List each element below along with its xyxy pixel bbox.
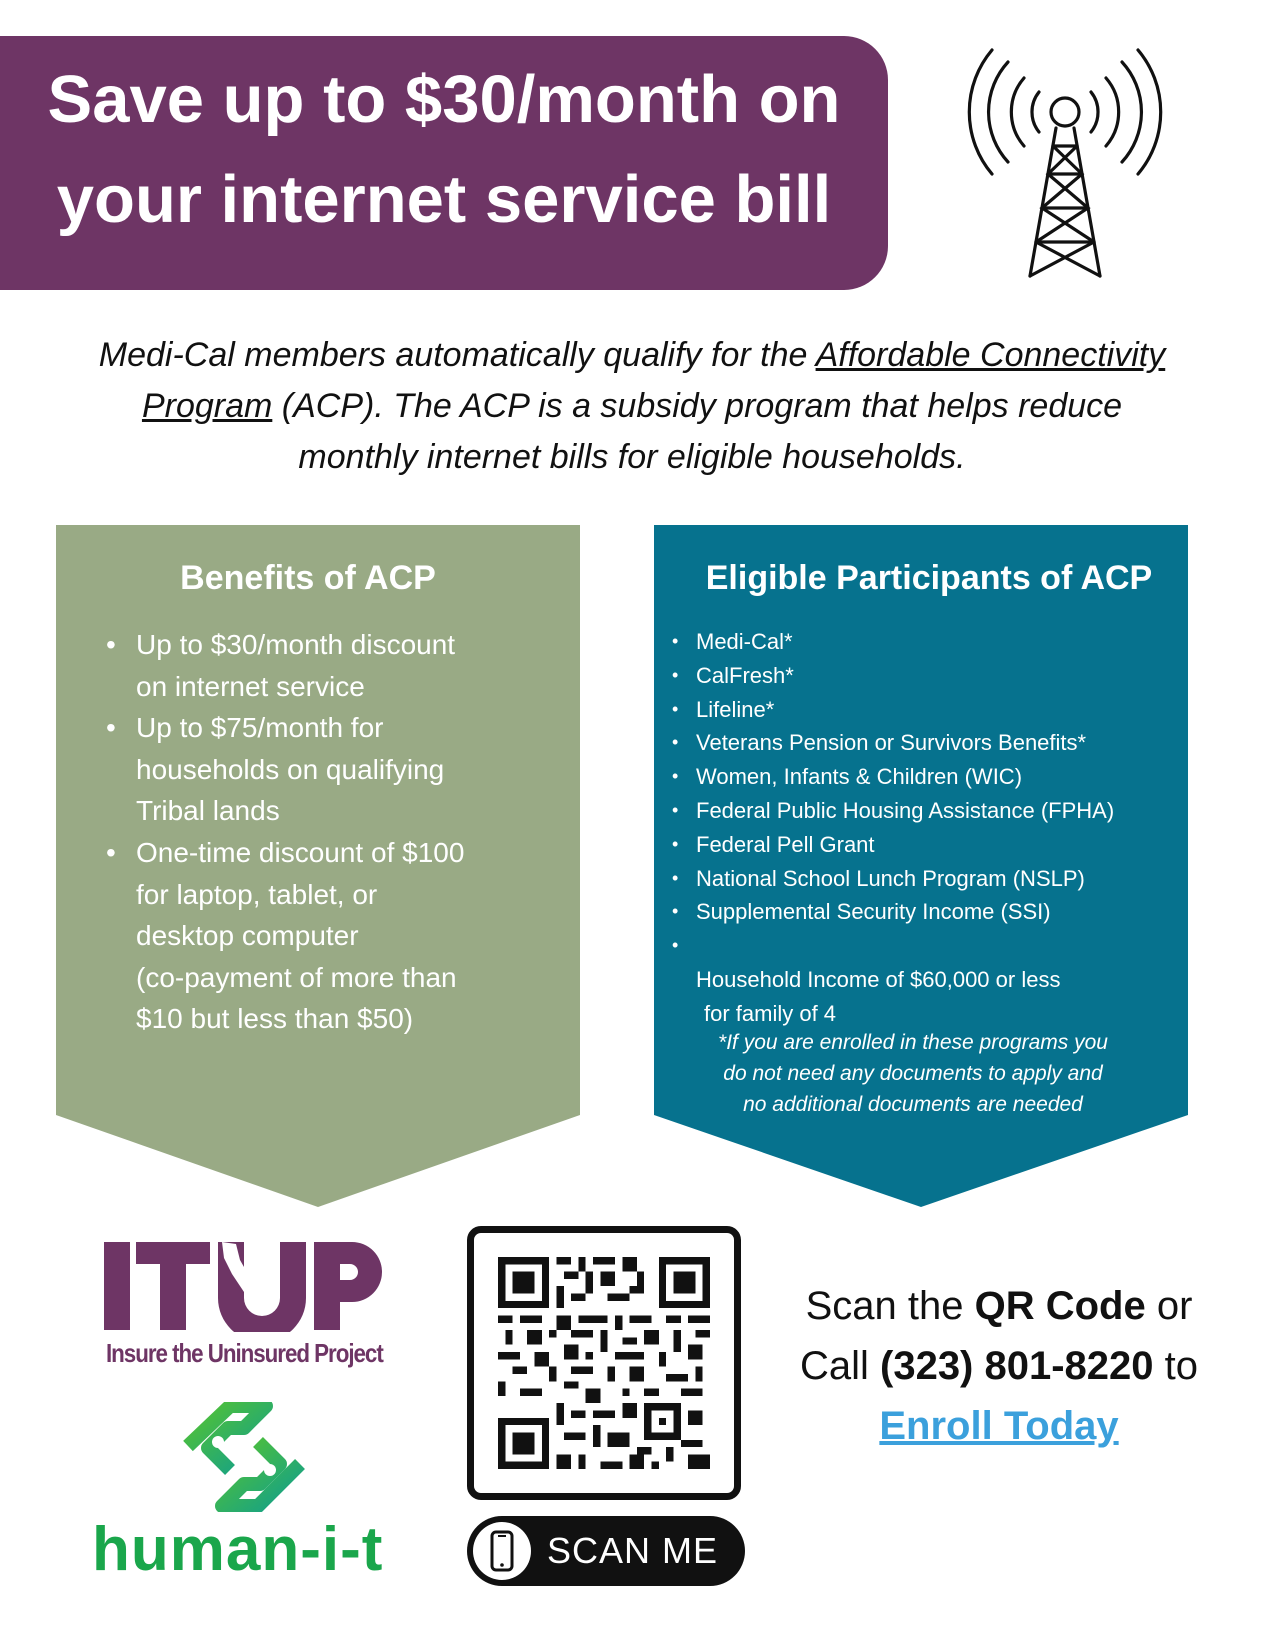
intro-text-3: monthly internet bills for eligible households. bbox=[298, 438, 966, 476]
benefits-panel bbox=[56, 525, 580, 1207]
eligible-item: • National School Lunch Program (NSLP) bbox=[696, 862, 1176, 896]
footnote-line-1: *If you are enrolled in these programs you bbox=[718, 1031, 1108, 1054]
eligible-item: • CalFresh* bbox=[696, 659, 1176, 693]
eligible-list bbox=[696, 625, 1176, 1064]
humanit-wordmark: human-i-t bbox=[92, 1515, 384, 1584]
scan-me-label: SCAN ME bbox=[547, 1530, 719, 1571]
cta-line2-pre: Call bbox=[799, 1344, 880, 1388]
benefit-item-2: • Up to $75/month for households on qualifying Tribal lands bbox=[136, 707, 536, 832]
header-title-line-1: Save up to $30/month on bbox=[47, 62, 841, 137]
eligible-item: • Federal Public Housing Assistance (FPHA) bbox=[696, 794, 1176, 828]
benefit-item-1: • Up to $30/month discount on internet service bbox=[136, 624, 536, 707]
radio-tower-icon bbox=[952, 44, 1178, 282]
eligible-item: • Veterans Pension or Survivors Benefits* bbox=[696, 726, 1176, 760]
eligible-item: • Medi-Cal* bbox=[696, 625, 1176, 659]
itup-logo bbox=[104, 1240, 388, 1378]
cta-line2-post: to bbox=[1153, 1344, 1199, 1388]
intro-paragraph bbox=[24, 330, 1240, 483]
qr-code[interactable] bbox=[498, 1257, 710, 1469]
eligible-item: • Lifeline* bbox=[696, 693, 1176, 727]
eligible-item: • Federal Pell Grant bbox=[696, 828, 1176, 862]
eligible-panel bbox=[654, 525, 1188, 1207]
intro-text-1: Medi-Cal members automatically qualify for the bbox=[98, 336, 816, 374]
eligible-footnote bbox=[684, 1027, 1142, 1120]
benefits-list bbox=[136, 624, 536, 1040]
intro-text-2: (ACP). The ACP is a subsidy program that helps reduce bbox=[272, 387, 1123, 425]
cta-line1-post: or bbox=[1145, 1284, 1193, 1328]
acp-link-part-2[interactable]: Program bbox=[141, 387, 273, 425]
acp-link-part-1[interactable]: Affordable Connectivity bbox=[815, 336, 1166, 374]
humanit-logo bbox=[92, 1402, 412, 1592]
income-line-2: for family of 4 bbox=[704, 1000, 837, 1026]
itup-tagline: Insure the Uninsured Project bbox=[106, 1338, 383, 1368]
benefits-title: Benefits of ACP bbox=[180, 559, 436, 597]
income-line-1: Household Income of $60,000 or less bbox=[696, 966, 1061, 992]
eligible-title: Eligible Participants of ACP bbox=[705, 559, 1153, 597]
eligible-item: • Women, Infants & Children (WIC) bbox=[696, 760, 1176, 794]
call-to-action bbox=[764, 1276, 1234, 1456]
header-title-line-2: your internet service bill bbox=[56, 162, 832, 237]
humanit-circuit-icon bbox=[178, 1402, 310, 1512]
eligible-item: • Supplemental Security Income (SSI) bbox=[696, 895, 1176, 929]
cta-phone-number[interactable]: (323) 801-8220 bbox=[880, 1344, 1154, 1388]
phone-icon bbox=[473, 1522, 531, 1580]
header-title bbox=[0, 50, 888, 250]
footnote-line-3: no additional documents are needed bbox=[743, 1093, 1083, 1116]
qr-code-frame[interactable] bbox=[467, 1226, 741, 1500]
scan-me-badge[interactable] bbox=[467, 1516, 745, 1586]
cta-line1-pre: Scan the bbox=[805, 1284, 975, 1328]
benefit-item-3: • One-time discount of $100 for laptop, tablet, or desktop computer (co-payment of more than $10 but less than $50) bbox=[136, 832, 536, 1040]
cta-qr-code: QR Code bbox=[974, 1284, 1146, 1328]
itup-logo-letters bbox=[104, 1240, 388, 1332]
footnote-line-2: do not need any documents to apply and bbox=[723, 1062, 1103, 1085]
enroll-today-link[interactable]: Enroll Today bbox=[879, 1404, 1119, 1448]
